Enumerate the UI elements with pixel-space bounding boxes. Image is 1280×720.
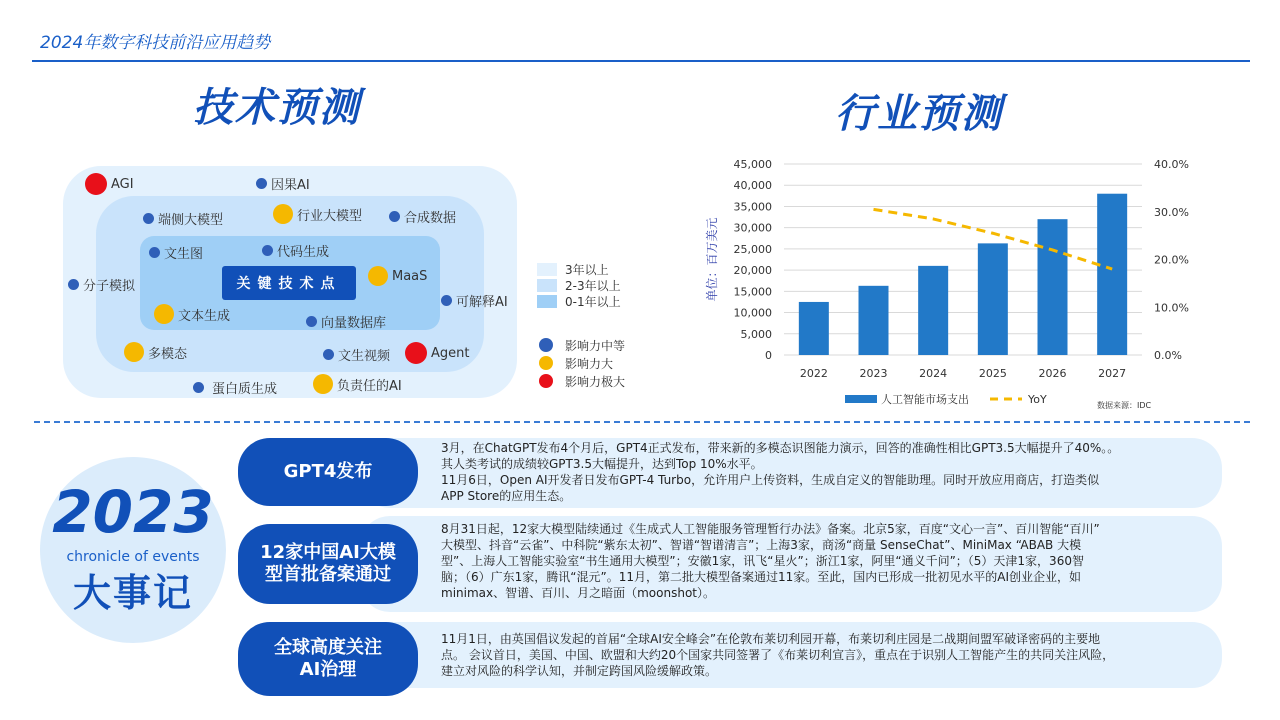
event-text-line: 大模型、抖音“云雀”、中科院“紫东太初”、智谱“智谱清言”；上海3家，商汤“商量 SenseChat”、MiniMax “ABAB 大模 [441,538,1082,552]
event-text-line: 3月，在ChatGPT发布4个月后，GPT4正式发布，带来新的多模态识图能力演示，回答的准确性相比GPT3.5大幅提升了40%。。 [441,441,1120,455]
legend-bar-swatch [845,395,877,403]
event-text-line: 11月6日，Open AI开发者日发布GPT-4 Turbo，允许用户上传资料，生成自定义的智能助理。同时开放应用商店，打造类似 [441,473,1100,487]
impact-dot [323,349,334,360]
impact-dot [124,342,144,362]
x-tick-label: 2024 [919,367,948,380]
tech-label: 文生视频 [338,349,391,364]
core-label: 关键技术点 [222,266,356,300]
y-tick-label: 0 [765,349,772,362]
tech-label: 端侧大模型 [158,213,224,228]
legend-item [539,354,625,372]
x-tick-label: 2026 [1038,367,1067,380]
legend-dot [539,356,553,370]
industry-forecast-title: 行业预测 [835,91,1003,137]
y2-tick-label: 20.0% [1154,253,1189,267]
event-label-ai-governance [238,622,418,696]
bar [978,243,1008,355]
tech-label: 代码生成 [277,245,330,260]
y-tick-label: 30,000 [733,221,772,235]
x-tick-label: 2023 [859,367,888,380]
tech-label: 文生图 [164,247,204,262]
legend-label: 0-1年以上 [565,295,621,309]
impact-dot [143,213,154,224]
tech-item-agi [85,173,134,195]
tech-item-vector-db [306,312,386,331]
y-axis-label: 单位：百万美元 [705,217,719,302]
event-text-ai-governance [441,631,1114,679]
bar [859,286,889,355]
legend-label: 2-3年以上 [565,279,621,293]
tech-label: 多模态 [148,346,188,362]
y2-tick-label: 10.0% [1154,301,1189,315]
impact-dot [149,247,160,258]
event-text-line: 11月1日，由英国倡议发起的首届“全球AI安全峰会”在伦敦布莱切利园开幕，布莱切利庄园是二战期间盟军破译密码的主要地 [441,632,1101,646]
events-title: 大事记 [72,571,193,615]
tech-label: 行业大模型 [297,208,363,224]
event-label-line: 全球高度关注 [274,637,382,659]
impact-dot [313,374,333,394]
tech-item-code-gen [262,241,329,260]
legend-item [537,278,621,293]
legend-line-label: YoY [1028,393,1047,406]
event-text-line: 脑；（6）广东1家，腾讯“混元”。11月，第二批大模型备案通过11家。至此，国内已形成一批初见水平的AI创业企业，如 [441,570,1081,584]
impact-dot [256,178,267,189]
x-tick-label: 2027 [1098,367,1127,380]
tech-label: 蛋白质生成 [212,382,278,397]
y-tick-label: 10,000 [733,306,772,320]
y-tick-label: 5,000 [740,327,772,341]
y-tick-label: 25,000 [733,242,772,256]
tech-item-text-to-image [149,243,203,262]
tech-item-multimodal [124,342,187,362]
event-label-gpt4 [238,438,418,506]
year-label: 2023 [52,478,214,546]
event-text-china-models [441,521,1100,601]
tech-item-synthetic-data [389,207,456,226]
tech-label: 负责任的AI [337,378,402,394]
legend-bar-label: 人工智能市场支出 [881,393,969,406]
x-tick-label: 2025 [978,367,1007,380]
tech-label: 向量数据库 [321,316,387,331]
y2-tick-label: 30.0% [1154,205,1189,219]
event-text-line: 8月31日起，12家大模型陆续通过《生成式人工智能服务管理暂行办法》备案。北京5家，百度“文心一言”、百川智能“百川” [441,522,1100,536]
legend-dot [539,338,553,352]
impact-dot [368,266,388,286]
y2-tick-label: 40.0% [1154,158,1189,171]
tech-item-maas [368,266,427,286]
y2-tick-label: 0.0% [1154,349,1182,362]
legend-dot [539,374,553,388]
legend-swatch [537,279,557,292]
ai-spending-chart [700,150,1220,420]
tech-label: MaaS [392,268,428,284]
tech-item-explainable-ai [441,291,508,310]
tech-item-responsible-ai [313,374,402,394]
legend-item [537,294,621,309]
legend-swatch [537,263,557,276]
event-text-line: 点。 会议首日，美国、中国、欧盟和大约20个国家共同签署了《布莱切利宣言》，重点在于识别人工智能产生的共同关注风险， [441,648,1115,662]
tech-item-agent [405,342,469,364]
impact-dot [193,382,204,393]
tech-item-text-gen [154,304,230,324]
event-text-line: APP Store的应用生态。 [441,489,572,503]
tech-label: AGI [111,176,134,192]
y-tick-label: 45,000 [733,158,772,171]
legend-item [537,262,621,277]
event-text-gpt4 [441,440,1119,504]
bar [1038,219,1068,355]
chart-source: 数据来源：IDC [1097,401,1152,410]
tech-item-edge-model [143,209,223,228]
tech-item-industry-model [273,204,362,224]
bar [918,266,948,355]
impact-dot [441,295,452,306]
tech-item-molecular-sim [68,275,135,294]
event-label-line: AI治理 [299,659,357,680]
tech-label: 因果AI [271,178,310,193]
event-label-line: GPT4发布 [283,461,373,483]
legend-swatch [537,295,557,308]
y-tick-label: 35,000 [733,200,772,214]
legend-label: 3年以上 [565,263,609,277]
bar [799,302,829,355]
event-label-line: 型首批备案通过 [265,564,391,585]
event-text-line: 建立对风险的科学认知，并制定跨国风险缓解政策。 [441,664,718,678]
legend-item [539,336,625,354]
impact-dot [306,316,317,327]
y-tick-label: 40,000 [733,179,772,193]
y-tick-label: 15,000 [733,285,772,299]
x-tick-label: 2022 [799,367,828,380]
impact-legend [539,336,625,390]
event-text-line: 其人类考试的成绩较GPT3.5大幅提升，达到Top 10%水平。 [441,457,763,471]
tech-label: 文本生成 [178,308,231,324]
legend-label: 影响力极大 [565,374,626,389]
chronicle-subtitle: chronicle of events [66,549,200,565]
y-tick-label: 20,000 [733,264,772,278]
tech-label: 可解释AI [456,295,508,310]
event-label-china-models [238,524,418,604]
tech-forecast-title: 技术预测 [193,85,361,131]
impact-dot [154,304,174,324]
legend-label: 影响力中等 [565,338,626,353]
section-divider [34,421,1250,423]
event-text-line: 型”、上海人工智能实验室“书生通用大模型”；安徽1家，讯飞“星火”；浙江1家，阿里“通义千问”；（5）天津1家，360智 [441,554,1084,568]
impact-dot [273,204,293,224]
event-text-line: minimax、智谱、百川、月之暗面（moonshot）。 [441,586,715,600]
impact-dot [85,173,107,195]
tech-item-causal-ai [256,174,310,193]
bar [1097,194,1127,355]
tech-label: 合成数据 [404,211,457,226]
tech-label: 分子模拟 [83,279,136,294]
legend-item [539,372,625,390]
impact-dot [262,245,273,256]
impact-dot [389,211,400,222]
time-horizon-legend [537,262,621,310]
legend-label: 影响力大 [565,356,614,371]
tech-item-protein-gen [193,378,277,397]
event-label-line: 12家中国AI大模 [260,542,396,564]
impact-dot [405,342,427,364]
impact-dot [68,279,79,290]
title-divider [32,60,1250,62]
tech-item-text-to-video [323,345,390,364]
page-title: 2024年数字科技前沿应用趋势 [40,33,271,53]
tech-label: Agent [431,345,470,361]
